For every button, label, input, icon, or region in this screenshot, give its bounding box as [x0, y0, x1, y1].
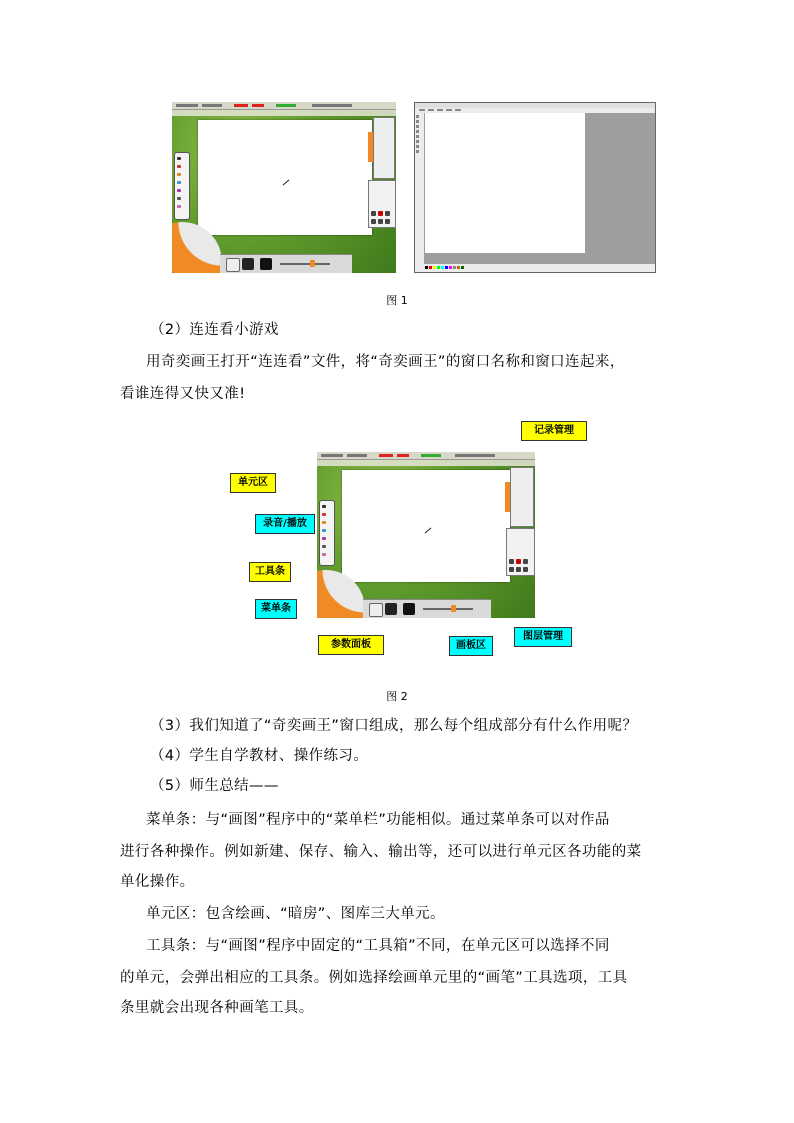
mspaint-palette [415, 264, 655, 272]
label-canvas-area: 画板区 [449, 636, 493, 656]
label-unit-area: 单元区 [230, 473, 276, 493]
painter-vertical-toolbar [174, 152, 190, 220]
question-3: （3）我们知道了“奇奕画王”窗口组成，那么每个组成部分有什么作用呢？ [150, 718, 638, 734]
painter-toolbar-strip [317, 460, 535, 466]
section-2-intro-line1: 用奇奕画王打开“连连看”文件，将“奇奕画王”的窗口名称和窗口连起来， [146, 354, 625, 370]
painter-param-bar [363, 599, 491, 618]
label-record-play: 录音/播放 [255, 514, 315, 534]
question-5: （5）师生总结—— [150, 778, 279, 794]
mspaint-canvas [425, 113, 585, 253]
painter-layer-panel [373, 117, 395, 179]
tool-desc-line2: 的单元，会弹出相应的工具条。例如选择绘画单元里的“画笔”工具选项，工具 [120, 970, 628, 986]
painter-toolbar-strip [172, 110, 396, 116]
painter-menubar [172, 102, 396, 110]
painter-canvas [198, 120, 372, 235]
painter-screenshot-2 [317, 452, 535, 618]
figure-1-caption: 图 1 [386, 294, 408, 307]
painter-menubar [317, 452, 535, 460]
label-record-manage: 记录管理 [521, 421, 587, 441]
label-layer-manage: 图层管理 [514, 627, 572, 647]
label-param-panel: 参数面板 [318, 635, 384, 655]
menu-desc-line2: 进行各种操作。例如新建、保存、输入、输出等，还可以进行单元区各功能的菜 [120, 844, 642, 860]
painter-record-panel [368, 180, 396, 228]
tool-desc-line1: 工具条：与“画图”程序中固定的“工具箱”不同，在单元区可以选择不同 [146, 938, 610, 954]
menu-desc-line1: 菜单条：与“画图”程序中的“菜单栏”功能相似。通过菜单条可以对作品 [146, 812, 610, 828]
painter-record-panel [506, 528, 535, 576]
painter-layer-panel [510, 467, 534, 527]
section-2-intro-line2: 看谁连得又快又准! [120, 386, 246, 402]
unit-desc: 单元区：包含绘画、“暗房”、图库三大单元。 [146, 906, 445, 922]
menu-desc-line3: 单化操作。 [120, 874, 195, 890]
section-2-heading: （2）连连看小游戏 [150, 322, 279, 338]
mspaint-screenshot [414, 102, 656, 273]
painter-vertical-toolbar [319, 500, 335, 566]
painter-screenshot-1 [172, 102, 396, 273]
painter-param-bar [220, 254, 352, 273]
mspaint-toolbox [415, 113, 424, 264]
figure-2-caption: 图 2 [386, 690, 408, 703]
tool-desc-line3: 条里就会出现各种画笔工具。 [120, 1000, 314, 1016]
label-toolbar: 工具条 [249, 562, 291, 582]
question-4: （4）学生自学教材、操作练习。 [150, 748, 369, 764]
painter-canvas [342, 470, 510, 582]
label-menubar: 菜单条 [255, 599, 297, 619]
